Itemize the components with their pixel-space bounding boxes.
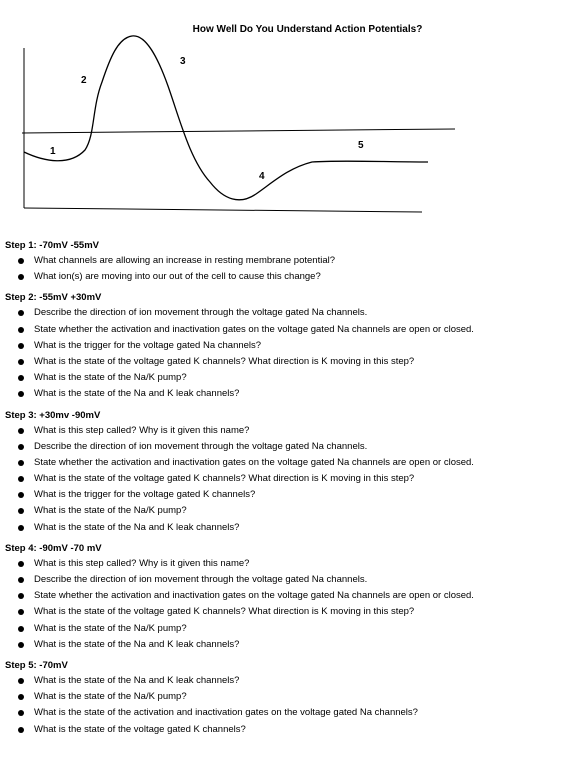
list-item — [5, 637, 570, 653]
question-text: What is this step called? Why is it given this name? — [34, 424, 250, 436]
question-text: What ion(s) are moving into our out of the cell to cause this change? — [34, 271, 321, 283]
question-list — [5, 305, 570, 402]
step-4 — [5, 542, 570, 653]
phase-label-2: 2 — [81, 75, 87, 86]
question-text: What is the state of the voltage gated K channels? — [34, 723, 246, 735]
question-text: What is the state of the Na/K pump? — [34, 372, 187, 384]
question-text: What channels are allowing an increase in resting membrane potential? — [34, 255, 336, 266]
list-item — [5, 305, 570, 321]
question-text: What is the state of the Na/K pump? — [34, 505, 187, 517]
question-text: State whether the activation and inactivation gates on the voltage gated Na channels are open or closed. — [34, 456, 474, 468]
step-1 — [5, 239, 570, 285]
list-item — [5, 386, 570, 402]
question-text: What is the state of the voltage gated K channels? What direction is K moving in this step? — [34, 473, 415, 485]
question-text: What is the state of the voltage gated K channels? What direction is K moving in this step? — [34, 355, 415, 367]
list-item — [5, 487, 570, 503]
question-list — [5, 423, 570, 536]
action-potential-curve — [24, 36, 428, 200]
phase-label-5: 5 — [358, 140, 364, 151]
question-text: What is the trigger for the voltage gated Na channels? — [34, 339, 262, 351]
step-3 — [5, 409, 570, 536]
question-text: What is the state of the Na and K leak channels? — [34, 521, 240, 533]
question-text: State whether the activation and inactivation gates on the voltage gated Na channels are open or closed. — [34, 323, 474, 335]
list-item — [5, 604, 570, 620]
question-text: What is the state of the Na/K pump? — [34, 622, 187, 634]
phase-label-3: 3 — [180, 56, 186, 67]
question-text: State whether the activation and inactivation gates on the voltage gated Na channels are open or closed. — [34, 590, 474, 602]
list-item — [5, 722, 570, 738]
list-item — [5, 572, 570, 588]
list-item — [5, 556, 570, 572]
list-item — [5, 471, 570, 487]
question-text: What is the state of the activation and inactivation gates on the voltage gated Na channels? — [34, 707, 418, 719]
list-item — [5, 269, 570, 285]
question-text: What is the state of the Na and K leak channels? — [34, 638, 240, 650]
question-text: Describe the direction of ion movement through the voltage gated Na channels. — [34, 307, 368, 319]
list-item — [5, 322, 570, 338]
list-item — [5, 689, 570, 705]
list-item — [5, 520, 570, 536]
list-item — [5, 423, 570, 439]
list-item — [5, 455, 570, 471]
question-text: Describe the direction of ion movement through the voltage gated Na channels. — [34, 440, 368, 452]
x-axis — [24, 208, 422, 212]
list-item — [5, 588, 570, 604]
steps-section — [5, 239, 570, 744]
question-list — [5, 673, 570, 738]
step-5 — [5, 659, 570, 738]
list-item — [5, 621, 570, 637]
question-text: What is the state of the Na and K leak channels? — [34, 388, 240, 399]
question-text: What is the state of the voltage gated K channels? What direction is K moving in this step? — [34, 606, 415, 618]
phase-label-1: 1 — [50, 146, 56, 157]
list-item — [5, 370, 570, 386]
step-heading: Step 4: -90mV -70 mV — [5, 542, 102, 554]
step-heading: Step 2: -55mV +30mV — [5, 292, 102, 304]
list-item — [5, 503, 570, 519]
question-text: What is the trigger for the voltage gated K channels? — [34, 489, 256, 501]
list-item — [5, 338, 570, 354]
question-text: Describe the direction of ion movement through the voltage gated Na channels. — [34, 574, 368, 585]
question-text: What is the state of the Na/K pump? — [34, 691, 187, 703]
list-item — [5, 673, 570, 689]
step-heading: Step 3: +30mv -90mV — [5, 409, 101, 421]
question-list — [5, 556, 570, 653]
list-item — [5, 439, 570, 455]
list-item — [5, 705, 570, 721]
action-potential-diagram — [0, 0, 575, 225]
question-text: What is the state of the Na and K leak channels? — [34, 674, 240, 686]
question-list — [5, 253, 570, 285]
step-heading: Step 5: -70mV — [5, 659, 68, 671]
question-text: What is this step called? Why is it given this name? — [34, 557, 250, 569]
page-title: How Well Do You Understand Action Potentials? — [192, 24, 423, 35]
phase-label-4: 4 — [259, 171, 265, 182]
step-2 — [5, 291, 570, 402]
step-heading: Step 1: -70mV -55mV — [5, 240, 99, 251]
list-item — [5, 354, 570, 370]
threshold-line — [22, 129, 455, 133]
list-item — [5, 253, 570, 269]
